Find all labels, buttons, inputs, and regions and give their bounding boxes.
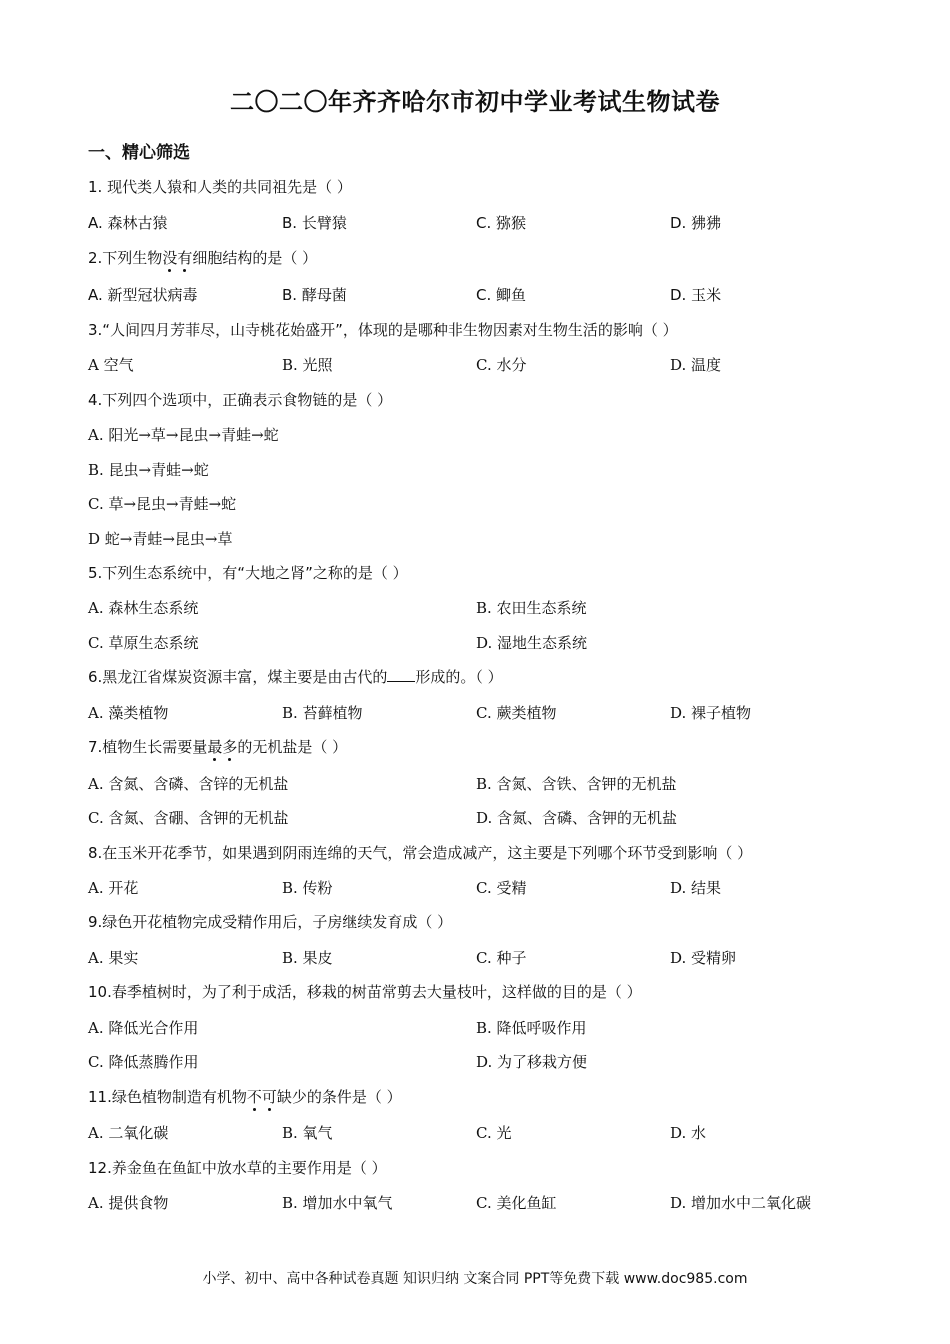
question-1-option-d: D. 狒狒 xyxy=(670,214,722,232)
question-10-option-c: C. 降低蒸腾作用 xyxy=(88,1053,199,1071)
question-2-option-b: B. 酵母菌 xyxy=(282,286,347,304)
question-11-stem xyxy=(88,1086,402,1107)
question-10-option-b: B. 降低呼吸作用 xyxy=(476,1019,587,1037)
page-footer: 小学、初中、高中各种试卷真题 知识归纳 文案合同 PPT等免费下载 www.doc985.com xyxy=(202,1271,748,1287)
question-12-option-b: B. 增加水中氧气 xyxy=(282,1194,393,1212)
question-12-option-a: A. 提供食物 xyxy=(88,1194,169,1212)
question-10-option-d: D. 为了移栽方便 xyxy=(476,1053,588,1071)
stem-text: 11.绿色植物制造有机物 xyxy=(88,1088,247,1106)
question-12-stem: 12.养金鱼在鱼缸中放水草的主要作用是（ ） xyxy=(88,1159,387,1177)
question-6-stem xyxy=(88,666,503,687)
emphasis-char: 没 xyxy=(162,249,178,267)
question-7-option-d: D. 含氮、含磷、含钾的无机盐 xyxy=(476,809,678,827)
emphasis-char: 最 xyxy=(207,738,223,756)
question-1-stem: 1. 现代类人猿和人类的共同祖先是（ ） xyxy=(88,178,352,196)
stem-text: 形成的。（ ） xyxy=(415,668,503,686)
question-10-option-a: A. 降低光合作用 xyxy=(88,1019,199,1037)
question-2-option-c: C. 鲫鱼 xyxy=(476,286,527,304)
question-8-stem: 8.在玉米开花季节，如果遇到阴雨连绵的天气，常会造成减产，这主要是下列哪个环节受到影响（ ） xyxy=(88,844,753,862)
question-4-option-c: C. 草→昆虫→青蛙→蛇 xyxy=(88,495,237,513)
question-10-stem: 10.春季植树时，为了利于成活，移栽的树苗常剪去大量枝叶，这样做的目的是（ ） xyxy=(88,983,642,1001)
question-12-option-c: C. 美化鱼缸 xyxy=(476,1194,557,1212)
question-11-option-b: B. 氧气 xyxy=(282,1124,333,1142)
stem-text: 缺少的条件是（ ） xyxy=(276,1088,402,1106)
question-1-option-c: C. 猕猴 xyxy=(476,214,527,232)
question-5-stem: 5.下列生态系统中，有“大地之肾”之称的是（ ） xyxy=(88,564,408,582)
question-11-option-a: A. 二氧化碳 xyxy=(88,1124,169,1142)
stem-text: 2.下列生物 xyxy=(88,249,163,267)
question-3-option-c: C. 水分 xyxy=(476,356,527,374)
exam-title: 二〇二〇年齐齐哈尔市初中学业考试生物试卷 xyxy=(230,88,720,116)
question-6-option-b: B. 苔藓植物 xyxy=(282,704,363,722)
question-9-option-c: C. 种子 xyxy=(476,949,527,967)
question-2-stem xyxy=(88,247,317,268)
stem-text: 细胞结构的是（ ） xyxy=(192,249,318,267)
question-3-option-d: D. 温度 xyxy=(670,356,722,374)
question-4-stem: 4.下列四个选项中，正确表示食物链的是（ ） xyxy=(88,391,393,409)
question-8-option-a: A. 开花 xyxy=(88,879,139,897)
question-9-option-d: D. 受精卵 xyxy=(670,949,737,967)
section-heading: 一、精心筛选 xyxy=(88,143,190,163)
question-3-option-b: B. 光照 xyxy=(282,356,333,374)
question-4-option-a: A. 阳光→草→昆虫→青蛙→蛇 xyxy=(88,426,279,444)
question-6-option-d: D. 裸子植物 xyxy=(670,704,752,722)
stem-text: 7.植物生长需要量 xyxy=(88,738,208,756)
question-4-option-d: D 蛇→青蛙→昆虫→草 xyxy=(88,530,233,548)
question-2-option-d: D. 玉米 xyxy=(670,286,722,304)
question-11-option-d: D. 水 xyxy=(670,1124,707,1142)
question-5-option-b: B. 农田生态系统 xyxy=(476,599,587,617)
question-7-stem xyxy=(88,736,347,757)
stem-text: 的无机盐是（ ） xyxy=(237,738,348,756)
question-9-stem: 9.绿色开花植物完成受精作用后，子房继续发育成（ ） xyxy=(88,913,453,931)
question-9-option-a: A. 果实 xyxy=(88,949,139,967)
question-6-option-a: A. 藻类植物 xyxy=(88,704,169,722)
emphasis-char: 有 xyxy=(177,249,193,267)
question-11-option-c: C. 光 xyxy=(476,1124,512,1142)
question-3-option-a: A 空气 xyxy=(88,356,134,374)
question-9-option-b: B. 果皮 xyxy=(282,949,333,967)
question-6-option-c: C. 蕨类植物 xyxy=(476,704,557,722)
question-8-option-d: D. 结果 xyxy=(670,879,722,897)
question-12-option-d: D. 增加水中二氧化碳 xyxy=(670,1194,812,1212)
question-1-option-b: B. 长臂猿 xyxy=(282,214,347,232)
question-4-option-b: B. 昆虫→青蛙→蛇 xyxy=(88,461,209,479)
question-8-option-c: C. 受精 xyxy=(476,879,527,897)
question-3-stem: 3.“人间四月芳菲尽，山寺桃花始盛开”，体现的是哪种非生物因素对生物生活的影响（ ） xyxy=(88,321,678,339)
question-7-option-b: B. 含氮、含铁、含钾的无机盐 xyxy=(476,775,677,793)
fill-blank xyxy=(387,667,415,682)
question-1-option-a: A. 森林古猿 xyxy=(88,214,168,232)
question-8-option-b: B. 传粉 xyxy=(282,879,333,897)
question-7-option-c: C. 含氮、含硼、含钾的无机盐 xyxy=(88,809,289,827)
question-2-option-a: A. 新型冠状病毒 xyxy=(88,286,198,304)
emphasis-char: 可 xyxy=(261,1088,277,1106)
question-5-option-d: D. 湿地生态系统 xyxy=(476,634,588,652)
question-5-option-a: A. 森林生态系统 xyxy=(88,599,199,617)
question-5-option-c: C. 草原生态系统 xyxy=(88,634,199,652)
emphasis-char: 不 xyxy=(246,1088,262,1106)
emphasis-char: 多 xyxy=(222,738,238,756)
question-7-option-a: A. 含氮、含磷、含锌的无机盐 xyxy=(88,775,289,793)
stem-text: 6.黑龙江省煤炭资源丰富，煤主要是由古代的 xyxy=(88,668,388,686)
